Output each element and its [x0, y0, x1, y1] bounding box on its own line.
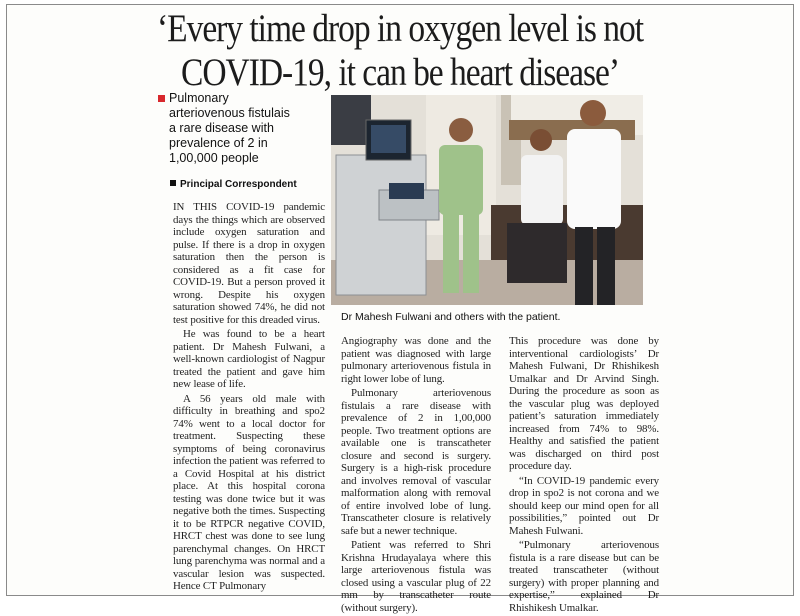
- paragraph: “Pulmonary arteriovenous fistula is a rare disease but can be treated transcatheter (without surgery) with proper planning and expertise,” explained Dr Rhishikesh Umalkar.: [509, 539, 659, 614]
- newspaper-clipping: [6, 4, 794, 614]
- photo-caption: Dr Mahesh Fulwani and others with the patient.: [341, 311, 561, 323]
- paragraph: This procedure was done by interventional cardiologists’ Dr Mahesh Fulwani, Dr Rhishikesh Umalkar and Dr Arvind Singh. During the procedure as soon as the vascular plug was deployed patient’s saturation immediately increased from 74% to 98%. Healthy and satisfied the patient was discharged on third post procedure day.: [509, 335, 659, 472]
- headline-line-1: ‘Every time drop in oxygen level is not: [156, 7, 644, 50]
- article-column-3: [509, 335, 659, 616]
- byline: [170, 179, 340, 190]
- paragraph: Patient was referred to Shri Krishna Hrudayalaya where this large arteriovenous fistula was closed using a vascular plug of 22 mm by transcatheter route (without surgery).: [341, 539, 491, 614]
- kicker-line: a rare disease with: [169, 121, 274, 135]
- paragraph: “In COVID-19 pandemic every drop in spo2 is not corona and we should keep our mind open for all possibilities,” pointed out Dr Mahesh Fulwani.: [509, 474, 659, 537]
- kicker-line: prevalence of 2 in: [169, 136, 268, 150]
- photo-illustration: [331, 95, 643, 305]
- paragraph: A 56 years old male with difficulty in breathing and spo2 74% went to a local doctor for treatment. Suspecting these symptoms of being coronavirus infection the patient was referred to a Covid Hospital at his district place. At this hospital corona testing was done twice but it was negative both the times. Suspecting it to be RTPCR negative COVID, HRCT chest was done to see lung parenchymal changes. On HRCT lung parenchyma was normal and a vascular lesion was suspected. Hence CT Pulmonary: [173, 392, 325, 592]
- paragraph: Pulmonary arteriovenous fistulais a rare disease with prevalence of 2 in 1,00,000 people. Two treatment options are available one is transcatheter closure and second is surgery. Surgery is a high-risk procedure and involves removal of vascular malformation along with removal of entire involved lobe of lung. Transcatheter closure is relatively safe but a newer technique.: [341, 387, 491, 537]
- kicker-line: arteriovenous fistulais: [169, 106, 290, 120]
- kicker-summary: [169, 91, 329, 166]
- black-square-icon: [170, 180, 176, 186]
- news-photo: [331, 95, 643, 305]
- byline-text: Principal Correspondent: [180, 179, 297, 190]
- red-square-icon: [158, 95, 165, 102]
- kicker-line: Pulmonary: [169, 91, 229, 105]
- headline: [62, 7, 738, 95]
- paragraph: IN THIS COVID-19 pandemic days the things which are observed include oxygen saturation and pulse. If there is a drop in oxygen saturation then the person is considered as a fit case for COVID-19. But a person proved it wrong. Despite his oxygen saturation showed 74%, he did not test positive for this dreaded virus.: [173, 201, 325, 326]
- kicker-line: 1,00,000 people: [169, 151, 259, 165]
- headline-line-2: COVID-19, it can be heart disease’: [180, 51, 620, 94]
- article-column-2: [341, 335, 491, 616]
- paragraph: He was found to be a heart patient. Dr Mahesh Fulwani, a well-known cardiologist of Nagpur treated the patient and gave him new lease of life.: [173, 328, 325, 390]
- paragraph: Angiography was done and the patient was diagnosed with large pulmonary arteriovenous fistula in right lower lobe of lung.: [341, 335, 491, 385]
- article-column-1: [173, 201, 325, 595]
